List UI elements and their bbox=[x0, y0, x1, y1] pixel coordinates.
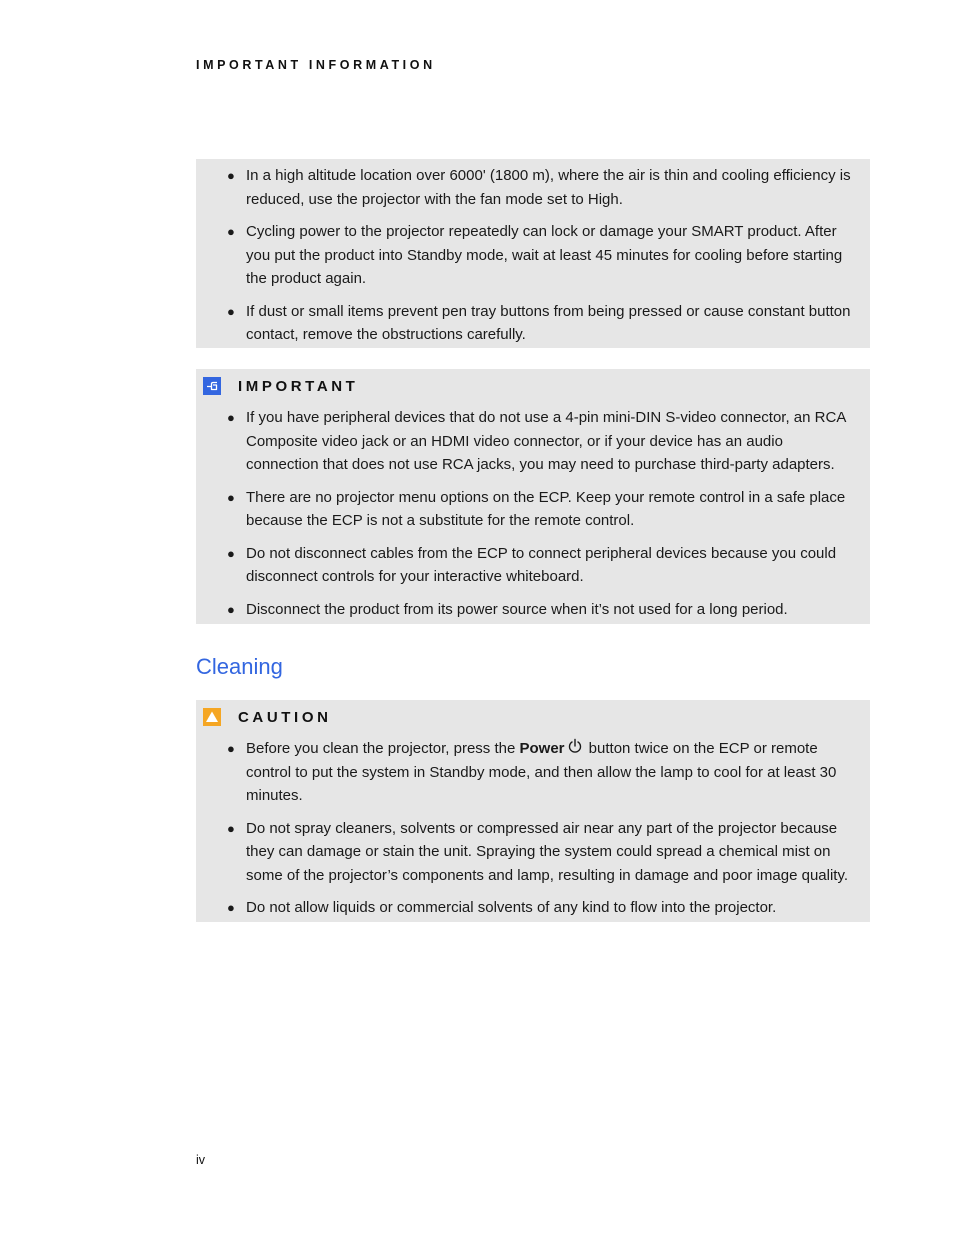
list-item bbox=[196, 542, 870, 589]
caution-header bbox=[196, 707, 870, 737]
important-header bbox=[196, 376, 870, 406]
caution-box bbox=[196, 700, 870, 922]
list-item-text: Do not disconnect cables from the ECP to connect peripheral devices because you could disconnect controls for your interactive whiteboard. bbox=[246, 544, 837, 585]
list-item bbox=[196, 486, 870, 533]
bullet-icon: ● bbox=[227, 489, 235, 505]
list-item-text: Disconnect the product from its power source when it’s not used for a long period. bbox=[246, 600, 788, 618]
caution-list bbox=[196, 737, 870, 920]
list-item-text: If you have peripheral devices that do not use a 4-pin mini-DIN S-video connector, an RCA Composite video jack or an HDMI video connector, or if your device has an audio connection that does not use RCA jacks, you may need to purchase third-party adapters. bbox=[246, 409, 846, 473]
list-item bbox=[196, 598, 870, 622]
list-item bbox=[196, 817, 870, 888]
list-item bbox=[196, 164, 870, 211]
bullet-icon: ● bbox=[227, 410, 235, 425]
list-item bbox=[196, 406, 870, 477]
bullet-icon: ● bbox=[227, 601, 235, 617]
list-item bbox=[196, 220, 870, 291]
caution-label: CAUTION bbox=[238, 709, 332, 726]
bullet-icon: ● bbox=[227, 741, 235, 756]
list-item bbox=[196, 896, 870, 920]
list-item-text: Cycling power to the projector repeatedly can lock or damage your SMART product. After you put the product into Standby mode, wait at least 45 minutes for cooling before starting the product again. bbox=[246, 223, 843, 287]
list-item bbox=[196, 300, 870, 347]
list-item bbox=[196, 737, 870, 808]
bullet-icon: ● bbox=[227, 900, 235, 915]
notes-box bbox=[196, 159, 870, 348]
power-icon bbox=[567, 738, 583, 754]
list-item-text: If dust or small items prevent pen tray buttons from being pressed or cause constant button contact, remove the obstructions carefully. bbox=[246, 302, 851, 343]
list-item-text: In a high altitude location over 6000' (1800 m), where the air is thin and cooling efficiency is reduced, use the projector with the fan mode set to High. bbox=[246, 167, 851, 208]
important-list bbox=[196, 406, 870, 621]
list-item-text: There are no projector menu options on the ECP. Keep your remote control in a safe place because the ECP is not a substitute for the remote control. bbox=[246, 488, 846, 529]
notes-list bbox=[196, 164, 870, 347]
section-title: Cleaning bbox=[196, 654, 283, 679]
running-header: IMPORTANT INFORMATION bbox=[196, 58, 436, 72]
list-item-text-after: button twice on the ECP or remote control to put the system in Standby mode, and then allow the lamp to cool for at least 30 minutes. bbox=[246, 740, 837, 804]
pointing-hand-icon bbox=[203, 377, 221, 395]
bullet-icon: ● bbox=[227, 303, 235, 319]
list-item-text: Do not allow liquids or commercial solvents of any kind to flow into the projector. bbox=[246, 899, 777, 916]
bullet-icon: ● bbox=[227, 168, 235, 183]
bullet-icon: ● bbox=[227, 224, 235, 239]
power-label: Power bbox=[519, 740, 565, 757]
warning-triangle-icon bbox=[203, 708, 221, 726]
important-box bbox=[196, 369, 870, 624]
important-label: IMPORTANT bbox=[238, 378, 359, 395]
page-number: iv bbox=[196, 1153, 206, 1167]
bullet-icon: ● bbox=[227, 545, 235, 561]
bullet-icon: ● bbox=[227, 820, 235, 836]
list-item-text-before: Before you clean the projector, press the bbox=[246, 740, 520, 757]
list-item-text: Do not spray cleaners, solvents or compressed air near any part of the projector because they can damage or stain the unit. Spraying the system could spread a chemical mist on some of the projector’s components and lamp, resulting in damage and poor image quality. bbox=[246, 819, 849, 884]
